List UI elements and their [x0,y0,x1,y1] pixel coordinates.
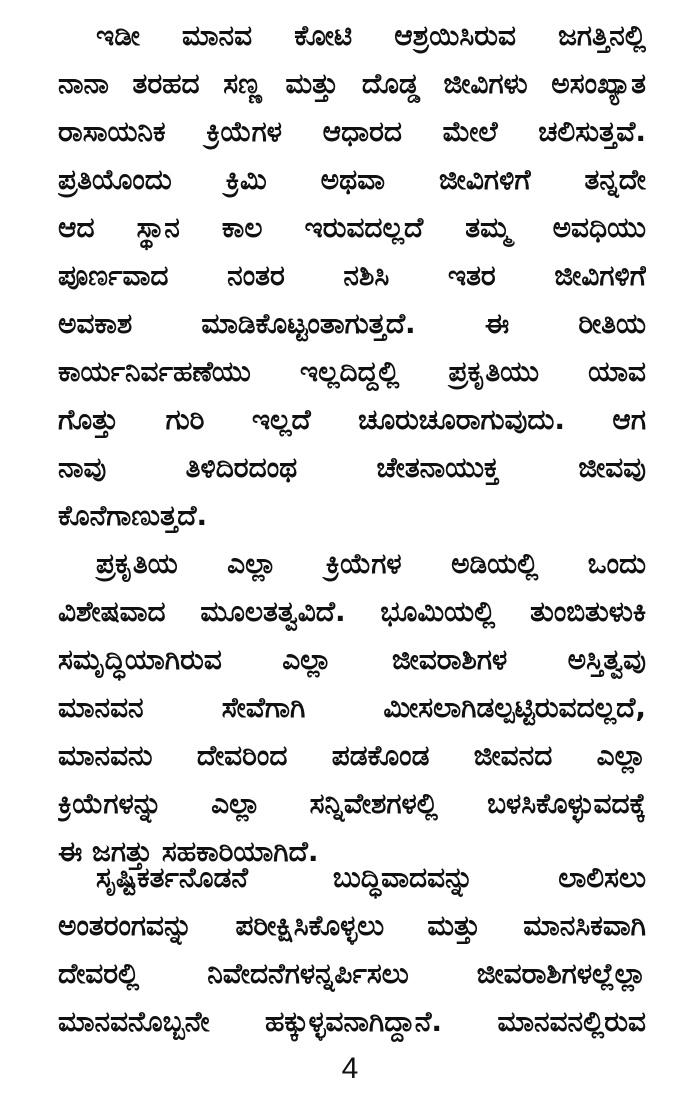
paragraph-line: ಸೃಷ್ಟಿಕರ್ತನೊಡನೆ ಬುದ್ಧಿವಾದವನ್ನು ಲಾಲಿಸಲು [96,861,646,894]
paragraph-line: ಇಡೀ ಮಾನವ ಕೋಟಿ ಆಶ್ರಯಿಸಿರುವ ಜಗತ್ತಿನಲ್ಲಿ [96,19,646,52]
paragraph-line: ನಾವು ತಿಳಿದಿರದಂಥ ಚೇತನಾಯುಕ್ತ ಜೀವವು [58,451,646,484]
paragraph-line: ಸಮೃದ್ಧಿಯಾಗಿರುವ ಎಲ್ಲಾ ಜೀವರಾಶಿಗಳ ಅಸ್ತಿತ್ವವು [58,643,646,676]
paragraph-2 [58,540,646,876]
page-number: 4 [341,1052,359,1085]
paragraph-line: ಪೂರ್ಣವಾದ ನಂತರ ನಶಿಸಿ ಇತರ ಜೀವಿಗಳಿಗೆ [58,259,646,292]
paragraph-line: ಮಾನವನೊಬ್ಬನೇ ಹಕ್ಕುಳ್ಳವನಾಗಿದ್ದಾನೆ. ಮಾನವನಲ್ಲಿರುವ [58,1005,646,1038]
paragraph-line: ಮಾನವನು ದೇವರಿಂದ ಪಡಕೊಂಡ ಜೀವನದ ಎಲ್ಲಾ [58,739,646,772]
paragraph-line: ಪ್ರಕೃತಿಯ ಎಲ್ಲಾ ಕ್ರಿಯೆಗಳ ಅಡಿಯಲ್ಲಿ ಒಂದು [96,547,646,580]
paragraph-line: ವಿಶೇಷವಾದ ಮೂಲತತ್ವವಿದೆ. ಭೂಮಿಯಲ್ಲಿ ತುಂಬಿತುಳುಕಿ [58,595,646,628]
paragraph-line: ಕೊನೆಗಾಣುತ್ತದೆ. [58,499,208,532]
paragraph-line: ಅಂತರಂಗವನ್ನು ಪರೀಕ್ಷಿಸಿಕೊಳ್ಳಲು ಮತ್ತು ಮಾನಸಿಕವಾಗಿ [58,909,646,942]
paragraph-line: ಅವಕಾಶ ಮಾಡಿಕೊಟ್ಟಂತಾಗುತ್ತದೆ. ಈ ರೀತಿಯ [58,307,646,340]
paragraph-line: ಕಾರ್ಯನಿರ್ವಹಣೆಯು ಇಲ್ಲದಿದ್ದಲ್ಲಿ ಪ್ರಕೃತಿಯು ಯಾವ [58,355,646,388]
paragraph-1 [58,12,646,540]
paragraph-line: ರಾಸಾಯನಿಕ ಕ್ರಿಯೆಗಳ ಆಧಾರದ ಮೇಲೆ ಚಲಿಸುತ್ತವೆ. [58,115,646,148]
paragraph-line: ನಾನಾ ತರಹದ ಸಣ್ಣ ಮತ್ತು ದೊಡ್ಡ ಜೀವಿಗಳು ಅಸಂಖ್ಯಾತ [58,67,646,100]
paragraph-line: ಆದ ಸ್ಥಾನ ಕಾಲ ಇರುವದಲ್ಲದೆ ತಮ್ಮ ಅವಧಿಯು [58,211,646,244]
paragraph-line: ದೇವರಲ್ಲಿ ನಿವೇದನೆಗಳನ್ನರ್ಪಿಸಲು ಜೀವರಾಶಿಗಳಲ್ಲೆಲ್ಲಾ [58,957,646,990]
paragraph-line: ಈ ಜಗತ್ತು ಸಹಕಾರಿಯಾಗಿದೆ. [58,835,319,868]
paragraph-line: ಗೊತ್ತು ಗುರಿ ಇಲ್ಲದೆ ಚೂರುಚೂರಾಗುವುದು. ಆಗ [58,403,646,436]
paragraph-line: ಪ್ರತಿಯೊಂದು ಕ್ರಿಮಿ ಅಥವಾ ಜೀವಿಗಳಿಗೆ ತನ್ನದೇ [58,163,646,196]
paragraph-line: ಮಾನವನ ಸೇವೆಗಾಗಿ ಮೀಸಲಾಗಿಡಲ್ಪಟ್ಟಿರುವದಲ್ಲದೆ, [58,691,646,724]
paragraph-line: ಕ್ರಿಯೆಗಳನ್ನು ಎಲ್ಲಾ ಸನ್ನಿವೇಶಗಳಲ್ಲಿ ಬಳಸಿಕೊಳ್ಳುವದಕ್ಕೆ [58,787,646,820]
paragraph-3 [58,854,646,1046]
